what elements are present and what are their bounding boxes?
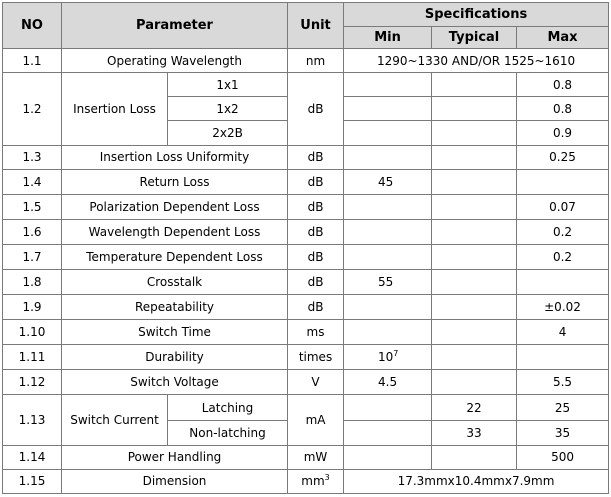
row-typical (432, 219, 517, 244)
row-unit: dB (288, 169, 344, 194)
table-row (3, 73, 609, 97)
row-min (344, 445, 432, 469)
unit-base: mm (301, 474, 325, 489)
table-row (3, 145, 609, 169)
row-max (517, 270, 609, 295)
header-parameter: Parameter (62, 3, 288, 49)
row-max: 0.8 (517, 73, 609, 97)
row-typical (432, 145, 517, 169)
row-typical (432, 320, 517, 345)
row-parameter: Dimension (62, 469, 288, 493)
row-typical (432, 345, 517, 370)
row-no: 1.2 (3, 73, 62, 145)
row-min (344, 345, 432, 370)
row-unit: dB (288, 73, 344, 145)
row-unit: times (288, 345, 344, 370)
table-row (3, 395, 609, 420)
row-typical (432, 244, 517, 269)
row-parameter: Switch Current (62, 395, 168, 445)
header-specifications: Specifications (344, 3, 609, 27)
row-unit: dB (288, 270, 344, 295)
row-no: 1.14 (3, 445, 62, 469)
row-no: 1.7 (3, 244, 62, 269)
row-min (344, 121, 432, 145)
row-typical (432, 270, 517, 295)
table-row (3, 370, 609, 395)
row-min (344, 395, 432, 420)
row-max: 0.9 (517, 121, 609, 145)
row-typical: 33 (432, 420, 517, 445)
header-typical: Typical (432, 27, 517, 49)
row-no: 1.8 (3, 270, 62, 295)
row-parameter: Power Handling (62, 445, 288, 469)
row-no: 1.3 (3, 145, 62, 169)
row-min (344, 295, 432, 320)
row-no: 1.10 (3, 320, 62, 345)
header-min: Min (344, 27, 432, 49)
row-max: 0.8 (517, 97, 609, 121)
row-no: 1.12 (3, 370, 62, 395)
row-max: 0.07 (517, 194, 609, 219)
row-unit (288, 469, 344, 493)
row-typical (432, 97, 517, 121)
table-row (3, 345, 609, 370)
row-unit: mW (288, 445, 344, 469)
row-max (517, 345, 609, 370)
row-parameter: Polarization Dependent Loss (62, 194, 288, 219)
row-no: 1.4 (3, 169, 62, 194)
row-parameter: Return Loss (62, 169, 288, 194)
table-row (3, 295, 609, 320)
row-no: 1.13 (3, 395, 62, 445)
row-no: 1.5 (3, 194, 62, 219)
row-max (517, 169, 609, 194)
specifications-table (2, 2, 609, 494)
table-row (3, 445, 609, 469)
row-min: 45 (344, 169, 432, 194)
row-max: 0.2 (517, 244, 609, 269)
row-unit: nm (288, 49, 344, 73)
row-parameter: Durability (62, 345, 288, 370)
row-parameter: Insertion Loss (62, 73, 168, 145)
row-sub-label: 2x2B (168, 121, 288, 145)
row-max: 0.25 (517, 145, 609, 169)
row-min (344, 420, 432, 445)
row-typical: 22 (432, 395, 517, 420)
row-unit: dB (288, 244, 344, 269)
row-max: 5.5 (517, 370, 609, 395)
table-row (3, 219, 609, 244)
row-parameter: Operating Wavelength (62, 49, 288, 73)
row-parameter: Switch Voltage (62, 370, 288, 395)
row-typical (432, 73, 517, 97)
min-base: 10 (378, 350, 394, 365)
row-max: 4 (517, 320, 609, 345)
row-min (344, 320, 432, 345)
header-unit: Unit (288, 3, 344, 49)
table-row (3, 194, 609, 219)
row-sub-label: Non-latching (168, 420, 288, 445)
row-max: 35 (517, 420, 609, 445)
row-no: 1.9 (3, 295, 62, 320)
row-parameter: Repeatability (62, 295, 288, 320)
row-min: 4.5 (344, 370, 432, 395)
row-min (344, 145, 432, 169)
row-min: 55 (344, 270, 432, 295)
row-parameter: Insertion Loss Uniformity (62, 145, 288, 169)
row-min (344, 194, 432, 219)
row-sub-label: 1x1 (168, 73, 288, 97)
row-typical (432, 194, 517, 219)
row-sub-label: 1x2 (168, 97, 288, 121)
row-typical (432, 370, 517, 395)
table-row (3, 320, 609, 345)
row-max: 25 (517, 395, 609, 420)
table-row (3, 169, 609, 194)
row-spec-span: 1290~1330 AND/OR 1525~1610 (344, 49, 609, 73)
row-parameter: Crosstalk (62, 270, 288, 295)
row-spec-span: 17.3mmx10.4mmx7.9mm (344, 469, 609, 493)
table-row (3, 270, 609, 295)
row-unit: dB (288, 295, 344, 320)
row-sub-label: Latching (168, 395, 288, 420)
table-row (3, 49, 609, 73)
row-parameter: Switch Time (62, 320, 288, 345)
row-max: ±0.02 (517, 295, 609, 320)
row-max: 0.2 (517, 219, 609, 244)
row-min (344, 97, 432, 121)
row-min (344, 244, 432, 269)
unit-exponent: 3 (324, 473, 330, 483)
row-no: 1.15 (3, 469, 62, 493)
row-parameter: Temperature Dependent Loss (62, 244, 288, 269)
row-unit: dB (288, 219, 344, 244)
row-min (344, 73, 432, 97)
row-unit: ms (288, 320, 344, 345)
row-parameter: Wavelength Dependent Loss (62, 219, 288, 244)
row-no: 1.11 (3, 345, 62, 370)
row-unit: mA (288, 395, 344, 445)
table-row (3, 469, 609, 493)
row-no: 1.6 (3, 219, 62, 244)
table-row (3, 244, 609, 269)
row-typical (432, 295, 517, 320)
row-unit: dB (288, 194, 344, 219)
row-typical (432, 121, 517, 145)
row-max: 500 (517, 445, 609, 469)
row-typical (432, 169, 517, 194)
row-unit: V (288, 370, 344, 395)
row-min (344, 219, 432, 244)
min-exponent: 7 (393, 349, 399, 359)
header-no: NO (3, 3, 62, 49)
row-unit: dB (288, 145, 344, 169)
row-typical (432, 445, 517, 469)
header-max: Max (517, 27, 609, 49)
row-no: 1.1 (3, 49, 62, 73)
